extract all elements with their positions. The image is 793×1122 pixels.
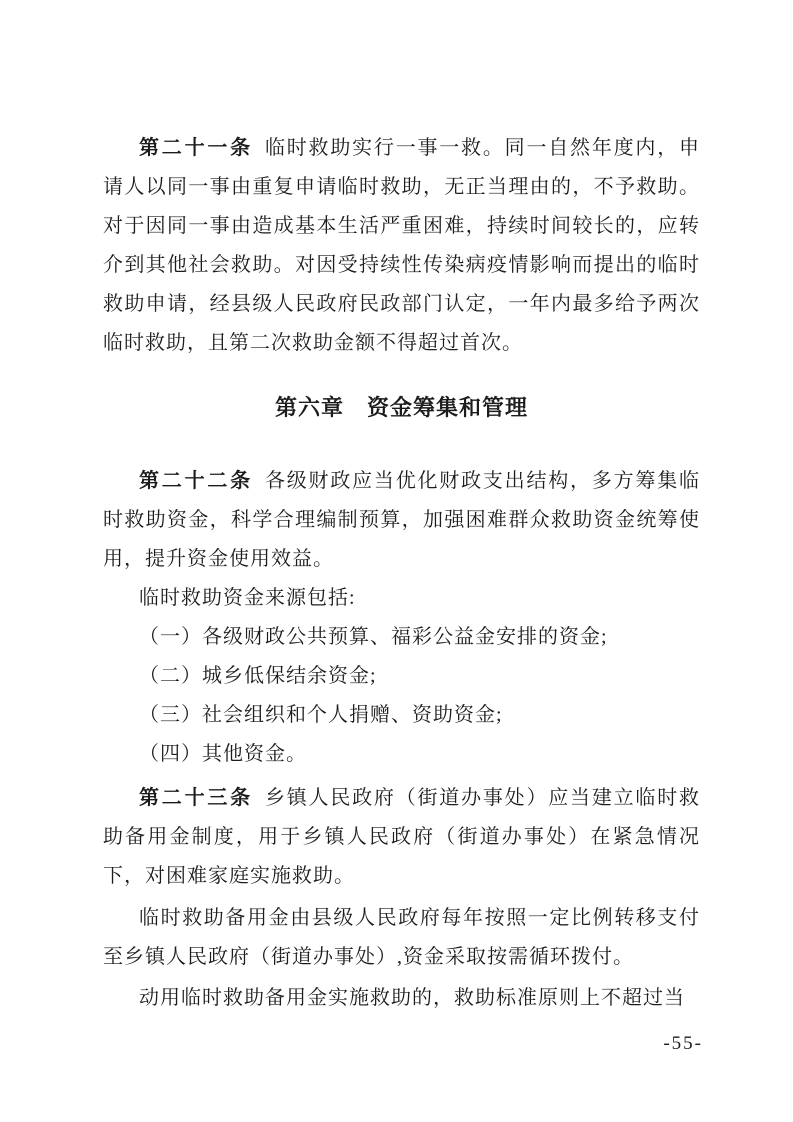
- article-23-paragraph-2: 临时救助备用金由县级人民政府每年按照一定比例转移支付至乡镇人民政府（街道办事处）,资金采取按需循环拨付。: [103, 907, 700, 968]
- article-23-text: 乡镇人民政府（街道办事处）应当建立临时救助备用金制度，用于乡镇人民政府（街道办事处）在紧急情况下，对困难家庭实施救助。: [103, 787, 701, 887]
- document-body: [103, 0, 700, 1018]
- page-number: -55-: [663, 1033, 703, 1054]
- funding-source-item-1: （一）各级财政公共预算、福彩公益金安排的资金;: [139, 626, 608, 648]
- funding-sources-intro: 临时救助资金来源包括:: [139, 587, 356, 609]
- article-21-paragraph: [103, 129, 700, 363]
- article-22-paragraph: [103, 462, 700, 579]
- article-22-number: 第二十二条: [139, 470, 253, 492]
- article-22-text: 各级财政应当优化财政支出结构，多方筹集临时救助资金，科学合理编制预算，加强困难群众救助资金统筹使用，提升资金使用效益。: [103, 470, 701, 570]
- article-21-text: 临时救助实行一事一救。同一自然年度内，申请人以同一事由重复申请临时救助，无正当理由的，不予救助。对于因同一事由造成基本生活严重困难，持续时间较长的，应转介到其他社会救助。对因受持续性传染病疫情影响而提出的临时救助申请，经县级人民政府民政部门认定，一年内最多给予两次临时救助，且第二次救助金额不得超过首次。: [103, 137, 701, 354]
- chapter-heading: 第六章 资金筹集和管理: [274, 395, 528, 420]
- article-23-paragraph-3: 动用临时救助备用金实施救助的，救助标准原则上不超过当: [139, 987, 685, 1009]
- funding-source-item-3: （三）社会组织和个人捐赠、资助资金;: [139, 704, 503, 726]
- article-21-number: 第二十一条: [139, 137, 253, 159]
- funding-source-item-4: （四）其他资金。: [139, 743, 307, 765]
- funding-sources-list: [103, 618, 700, 774]
- funding-source-item-2: （二）城乡低保结余资金;: [139, 665, 377, 687]
- article-23-number: 第二十三条: [139, 787, 253, 809]
- article-23-paragraph: [103, 779, 700, 896]
